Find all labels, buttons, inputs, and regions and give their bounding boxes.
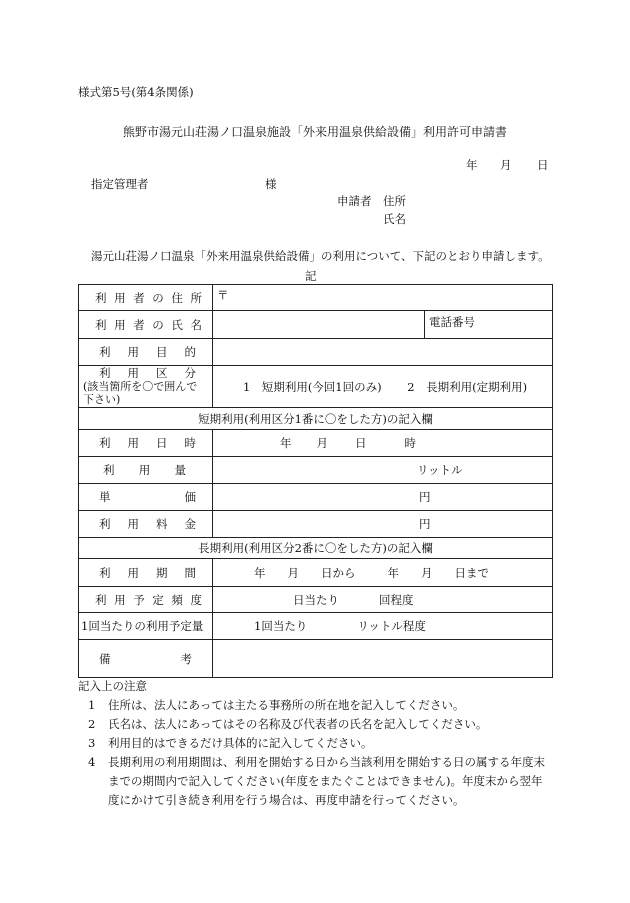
note-item: 4 長期利用の利用期間は、利用を開始する日から当該利用を開始する日の属する年度末までの期間内で記入してください(年度をまたぐことはできません)。年度末から翌年度にかけて引き続き利用を行う場合は、再度申請を行ってください。: [88, 755, 545, 807]
honorific: 様: [265, 177, 277, 191]
row-user-address: [79, 285, 553, 311]
category-note: (該当箇所を〇で囲んで下さい): [83, 380, 198, 406]
row-use-datetime: [79, 430, 553, 457]
label-use-amount: 利 用 量: [79, 457, 213, 484]
row-purpose: [79, 339, 553, 366]
planned-volume-field[interactable]: 1回当たり リットル程度: [213, 613, 553, 640]
phone-label: 電話番号: [429, 315, 475, 329]
user-address-field[interactable]: [213, 285, 553, 311]
notes-title: 記入上の注意: [78, 679, 147, 693]
frequency-field[interactable]: 日当たり 回程度: [213, 587, 553, 613]
date-day: 日: [537, 158, 549, 172]
option-long-term[interactable]: 2 長期利用(定期利用): [407, 379, 528, 394]
applicant-address-label: 住所: [383, 194, 406, 208]
row-category: [79, 366, 553, 408]
label-category: 利 用 区 分 (該当箇所を〇で囲んで下さい): [79, 366, 213, 408]
designated-manager: 指定管理者: [91, 177, 149, 191]
postal-mark: 〒: [217, 288, 229, 302]
application-table: [78, 284, 553, 678]
label-use-period: 利 用 期 間: [79, 559, 213, 587]
intro-text: 湯元山荘湯ノ口温泉「外来用温泉供給設備」の利用について、下記のとおり申請します。: [91, 249, 550, 263]
row-frequency: [79, 587, 553, 613]
short-term-section-header: 短期利用(利用区分1番に〇をした方)の記入欄: [79, 408, 553, 430]
notes-section: [78, 677, 558, 810]
row-unit-price: [79, 484, 553, 511]
applicant-name-label: 氏名: [383, 212, 406, 226]
note-item: 3 利用目的はできるだけ具体的に記入してください。: [88, 736, 373, 750]
row-fee: [79, 511, 553, 538]
row-use-amount: [79, 457, 553, 484]
label-planned-volume: 1回当たりの利用予定量: [79, 613, 213, 640]
date-month: 月: [500, 158, 512, 172]
label-user-address: 利 用 者 の 住 所: [79, 285, 213, 311]
ki-label: 記: [305, 269, 317, 283]
form-number: 様式第5号(第4条関係): [78, 85, 194, 99]
long-term-section-header: 長期利用(利用区分2番に〇をした方)の記入欄: [79, 538, 553, 559]
remarks-field[interactable]: [213, 640, 553, 678]
label-use-datetime: 利 用 日 時: [79, 430, 213, 457]
row-short-header: [79, 408, 553, 430]
row-planned-volume: [79, 613, 553, 640]
unit-price-field[interactable]: 円: [213, 484, 553, 511]
category-options[interactable]: [213, 366, 553, 408]
use-datetime-field[interactable]: 年 月 日 時: [213, 430, 553, 457]
phone-field[interactable]: [425, 311, 553, 339]
label-unit-price: 単 価: [79, 484, 213, 511]
applicant-label: 申請者: [337, 194, 372, 208]
document-title: 熊野市湯元山荘湯ノ口温泉施設「外来用温泉供給設備」利用許可申請書: [122, 125, 507, 139]
fee-field[interactable]: 円: [213, 511, 553, 538]
note-item: 2 氏名は、法人にあってはその名称及び代表者の氏名を記入してください。: [88, 717, 488, 731]
date-year: 年: [466, 158, 478, 172]
row-long-header: [79, 538, 553, 559]
use-period-field[interactable]: 年 月 日から 年 月 日まで: [213, 559, 553, 587]
row-use-period: [79, 559, 553, 587]
label-fee: 利 用 料 金: [79, 511, 213, 538]
label-frequency: 利 用 予 定 頻 度: [79, 587, 213, 613]
row-remarks: [79, 640, 553, 678]
label-user-name: 利 用 者 の 氏 名: [79, 311, 213, 339]
option-short-term[interactable]: 1 短期利用(今回1回のみ): [243, 379, 382, 394]
purpose-field[interactable]: [213, 339, 553, 366]
label-purpose: 利 用 目 的: [79, 339, 213, 366]
label-remarks: 備 考: [79, 640, 213, 678]
row-user-name: [79, 311, 553, 339]
use-amount-field[interactable]: リットル: [213, 457, 553, 484]
note-item: 1 住所は、法人にあっては主たる事務所の所在地を記入してください。: [88, 698, 465, 712]
user-name-field[interactable]: [213, 311, 425, 339]
